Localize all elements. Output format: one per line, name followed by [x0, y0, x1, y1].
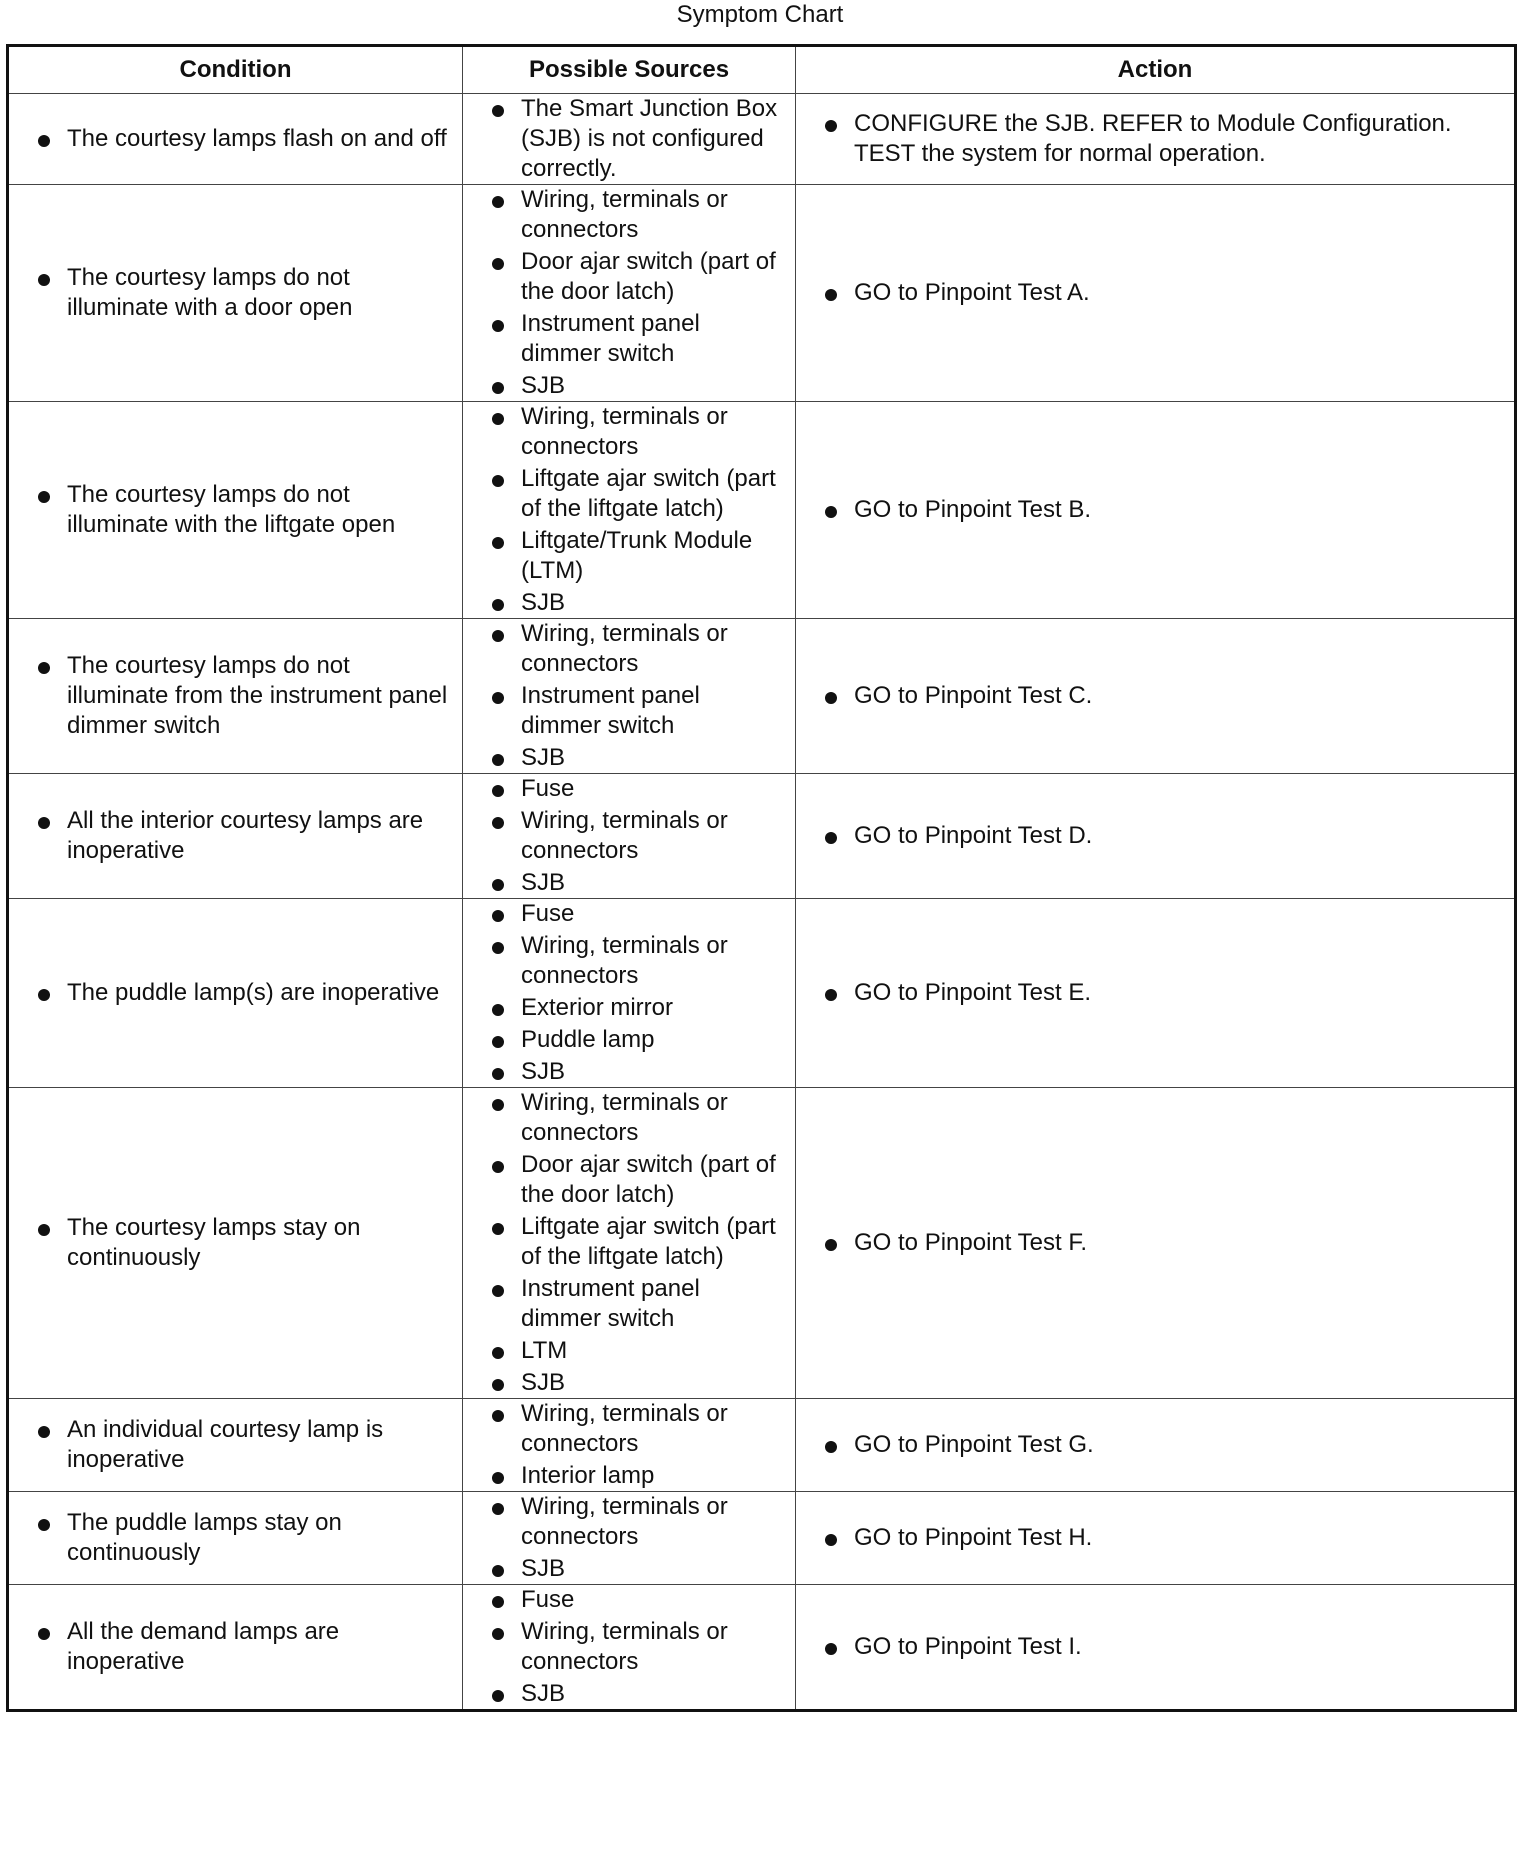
possible-sources-cell	[463, 1492, 796, 1585]
action-cell	[796, 774, 1516, 899]
bullet-list	[463, 1492, 795, 1584]
condition-cell	[8, 94, 463, 185]
bullet-list	[796, 978, 1514, 1008]
bullet-item: SJB	[521, 1057, 783, 1087]
condition-cell	[8, 1399, 463, 1492]
table-row	[8, 899, 1516, 1088]
bullet-item: SJB	[521, 1554, 783, 1584]
bullet-list	[463, 402, 795, 618]
bullet-list	[9, 1617, 462, 1677]
bullet-item: Exterior mirror	[521, 993, 783, 1023]
bullet-item: Puddle lamp	[521, 1025, 783, 1055]
bullet-item: LTM	[521, 1336, 783, 1366]
possible-sources-cell	[463, 619, 796, 774]
bullet-item: All the interior courtesy lamps are inoperative	[67, 806, 450, 866]
possible-sources-cell	[463, 774, 796, 899]
bullet-item: The courtesy lamps do not illuminate from the instrument panel dimmer switch	[67, 651, 450, 741]
bullet-list	[796, 278, 1514, 308]
table-row	[8, 94, 1516, 185]
bullet-item: SJB	[521, 743, 783, 773]
possible-sources-cell	[463, 1088, 796, 1399]
bullet-item: Wiring, terminals or connectors	[521, 402, 783, 462]
condition-cell	[8, 1088, 463, 1399]
bullet-item: GO to Pinpoint Test F.	[854, 1228, 1500, 1258]
possible-sources-cell	[463, 1585, 796, 1711]
bullet-item: The courtesy lamps do not illuminate with a door open	[67, 263, 450, 323]
bullet-list	[9, 978, 462, 1008]
condition-cell	[8, 774, 463, 899]
bullet-list	[796, 681, 1514, 711]
condition-cell	[8, 899, 463, 1088]
bullet-list	[796, 495, 1514, 525]
bullet-list	[463, 94, 795, 184]
bullet-list	[9, 480, 462, 540]
action-cell	[796, 94, 1516, 185]
bullet-item: GO to Pinpoint Test B.	[854, 495, 1500, 525]
bullet-item: The courtesy lamps flash on and off	[67, 124, 450, 154]
bullet-item: Wiring, terminals or connectors	[521, 185, 783, 245]
bullet-item: Liftgate/Trunk Module (LTM)	[521, 526, 783, 586]
bullet-item: GO to Pinpoint Test G.	[854, 1430, 1500, 1460]
bullet-item: Wiring, terminals or connectors	[521, 806, 783, 866]
bullet-item: SJB	[521, 588, 783, 618]
bullet-list	[796, 1632, 1514, 1662]
bullet-item: Fuse	[521, 774, 783, 804]
bullet-item: Instrument panel dimmer switch	[521, 309, 783, 369]
condition-cell	[8, 1492, 463, 1585]
table-row	[8, 185, 1516, 402]
bullet-item: All the demand lamps are inoperative	[67, 1617, 450, 1677]
action-cell	[796, 899, 1516, 1088]
possible-sources-cell	[463, 94, 796, 185]
action-cell	[796, 185, 1516, 402]
bullet-item: Instrument panel dimmer switch	[521, 1274, 783, 1334]
bullet-item: The courtesy lamps stay on continuously	[67, 1213, 450, 1273]
bullet-item: The courtesy lamps do not illuminate with the liftgate open	[67, 480, 450, 540]
bullet-list	[9, 651, 462, 741]
bullet-item: Liftgate ajar switch (part of the liftgate latch)	[521, 1212, 783, 1272]
table-body	[8, 94, 1516, 1711]
header-row	[8, 46, 1516, 94]
bullet-item: An individual courtesy lamp is inoperative	[67, 1415, 450, 1475]
bullet-list	[796, 109, 1514, 169]
bullet-list	[463, 774, 795, 898]
bullet-item: GO to Pinpoint Test H.	[854, 1523, 1500, 1553]
bullet-list	[796, 1228, 1514, 1258]
bullet-list	[9, 806, 462, 866]
bullet-item: Door ajar switch (part of the door latch)	[521, 1150, 783, 1210]
bullet-item: Door ajar switch (part of the door latch)	[521, 247, 783, 307]
bullet-item: Instrument panel dimmer switch	[521, 681, 783, 741]
bullet-item: Interior lamp	[521, 1461, 783, 1491]
bullet-item: GO to Pinpoint Test D.	[854, 821, 1500, 851]
bullet-item: Wiring, terminals or connectors	[521, 1492, 783, 1552]
bullet-item: Wiring, terminals or connectors	[521, 1088, 783, 1148]
bullet-item: The puddle lamp(s) are inoperative	[67, 978, 450, 1008]
condition-cell	[8, 185, 463, 402]
bullet-item: SJB	[521, 371, 783, 401]
table-row	[8, 1088, 1516, 1399]
bullet-item: The Smart Junction Box (SJB) is not configured correctly.	[521, 94, 783, 184]
header-possible-sources: Possible Sources	[463, 46, 796, 94]
possible-sources-cell	[463, 1399, 796, 1492]
action-cell	[796, 1399, 1516, 1492]
action-cell	[796, 402, 1516, 619]
bullet-list	[463, 1399, 795, 1491]
possible-sources-cell	[463, 899, 796, 1088]
bullet-list	[9, 1213, 462, 1273]
bullet-item: Fuse	[521, 899, 783, 929]
bullet-list	[463, 899, 795, 1087]
bullet-list	[796, 821, 1514, 851]
bullet-list	[9, 263, 462, 323]
table-row	[8, 402, 1516, 619]
symptom-table	[6, 44, 1517, 1712]
bullet-list	[9, 1415, 462, 1475]
bullet-item: The puddle lamps stay on continuously	[67, 1508, 450, 1568]
header-action: Action	[796, 46, 1516, 94]
bullet-item: CONFIGURE the SJB. REFER to Module Configuration. TEST the system for normal operation.	[854, 109, 1500, 169]
bullet-list	[9, 124, 462, 154]
action-cell	[796, 1585, 1516, 1711]
bullet-list	[463, 185, 795, 401]
bullet-item: Liftgate ajar switch (part of the liftgate latch)	[521, 464, 783, 524]
condition-cell	[8, 402, 463, 619]
bullet-item: Wiring, terminals or connectors	[521, 619, 783, 679]
bullet-item: Wiring, terminals or connectors	[521, 1399, 783, 1459]
bullet-item: GO to Pinpoint Test E.	[854, 978, 1500, 1008]
table-row	[8, 619, 1516, 774]
bullet-list	[796, 1430, 1514, 1460]
bullet-item: GO to Pinpoint Test I.	[854, 1632, 1500, 1662]
bullet-list	[463, 1585, 795, 1709]
bullet-item: SJB	[521, 1679, 783, 1709]
table-row	[8, 1399, 1516, 1492]
bullet-item: SJB	[521, 868, 783, 898]
header-condition: Condition	[8, 46, 463, 94]
action-cell	[796, 1088, 1516, 1399]
bullet-list	[9, 1508, 462, 1568]
bullet-item: Wiring, terminals or connectors	[521, 931, 783, 991]
bullet-item: SJB	[521, 1368, 783, 1398]
possible-sources-cell	[463, 185, 796, 402]
bullet-item: GO to Pinpoint Test C.	[854, 681, 1500, 711]
bullet-list	[463, 1088, 795, 1398]
chart-title: Symptom Chart	[676, 1, 844, 28]
bullet-item: GO to Pinpoint Test A.	[854, 278, 1500, 308]
table-row	[8, 1492, 1516, 1585]
possible-sources-cell	[463, 402, 796, 619]
action-cell	[796, 1492, 1516, 1585]
condition-cell	[8, 619, 463, 774]
table-row	[8, 774, 1516, 899]
table-row	[8, 1585, 1516, 1711]
bullet-item: Wiring, terminals or connectors	[521, 1617, 783, 1677]
action-cell	[796, 619, 1516, 774]
bullet-list	[463, 619, 795, 773]
bullet-list	[796, 1523, 1514, 1553]
bullet-item: Fuse	[521, 1585, 783, 1615]
condition-cell	[8, 1585, 463, 1711]
